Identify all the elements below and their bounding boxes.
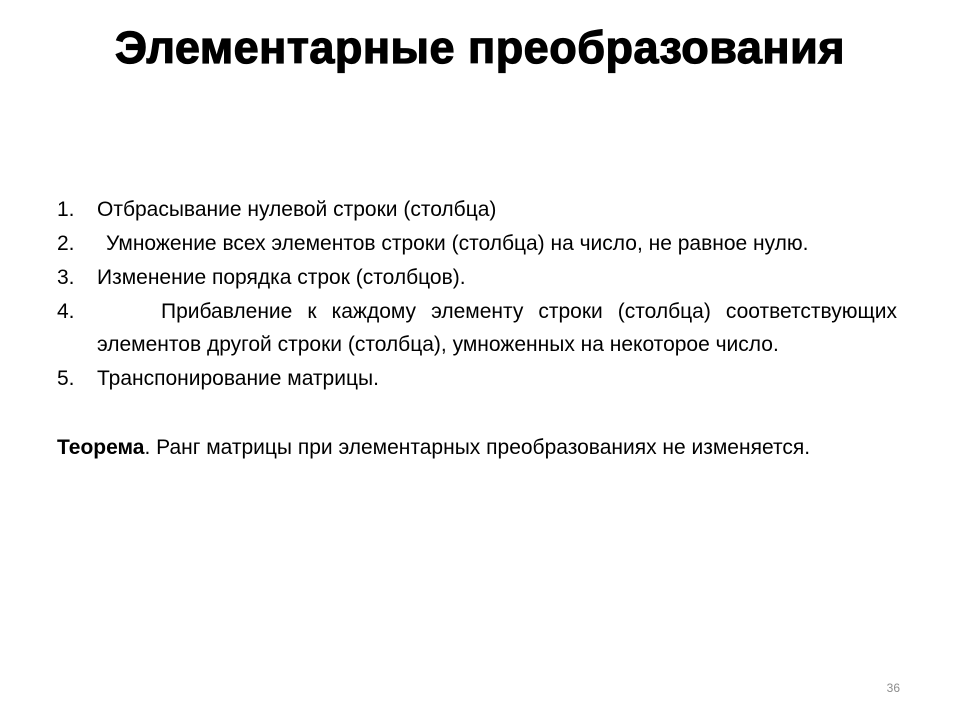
list-item-text: Умножение всех элементов строки (столбца) на число, не равное нулю. [106, 232, 809, 255]
theorem-text: . Ранг матрицы при элементарных преобразованиях не изменяется. [144, 436, 811, 459]
list-item [57, 193, 897, 226]
list-item [57, 295, 897, 361]
list-item-text: Отбрасывание нулевой строки (столбца) [97, 198, 497, 221]
page-number: 36 [886, 681, 900, 695]
slide-content [57, 193, 897, 464]
theorem-label: Теорема [57, 436, 145, 459]
theorem-body [57, 431, 897, 464]
theorem-block [57, 431, 897, 464]
list-item-text: Прибавление к каждому элементу строки (столбца) соответствующих элементов другой строки (столбца), умноженных на некоторое число. [97, 300, 897, 356]
list-item-number: 3. [57, 266, 75, 289]
list-item-number: 1. [57, 198, 75, 221]
list-item-text: Транспонирование матрицы. [97, 367, 379, 390]
transformations-list [57, 193, 897, 395]
list-item-number: 5. [57, 367, 75, 390]
list-item-number: 4. [57, 300, 75, 323]
list-item-number: 2. [57, 232, 75, 255]
list-item [57, 227, 897, 260]
list-item [57, 362, 897, 395]
slide-title: Элементарные преобразования [115, 22, 845, 73]
list-item-text: Изменение порядка строк (столбцов). [97, 266, 466, 289]
list-item [57, 261, 897, 294]
